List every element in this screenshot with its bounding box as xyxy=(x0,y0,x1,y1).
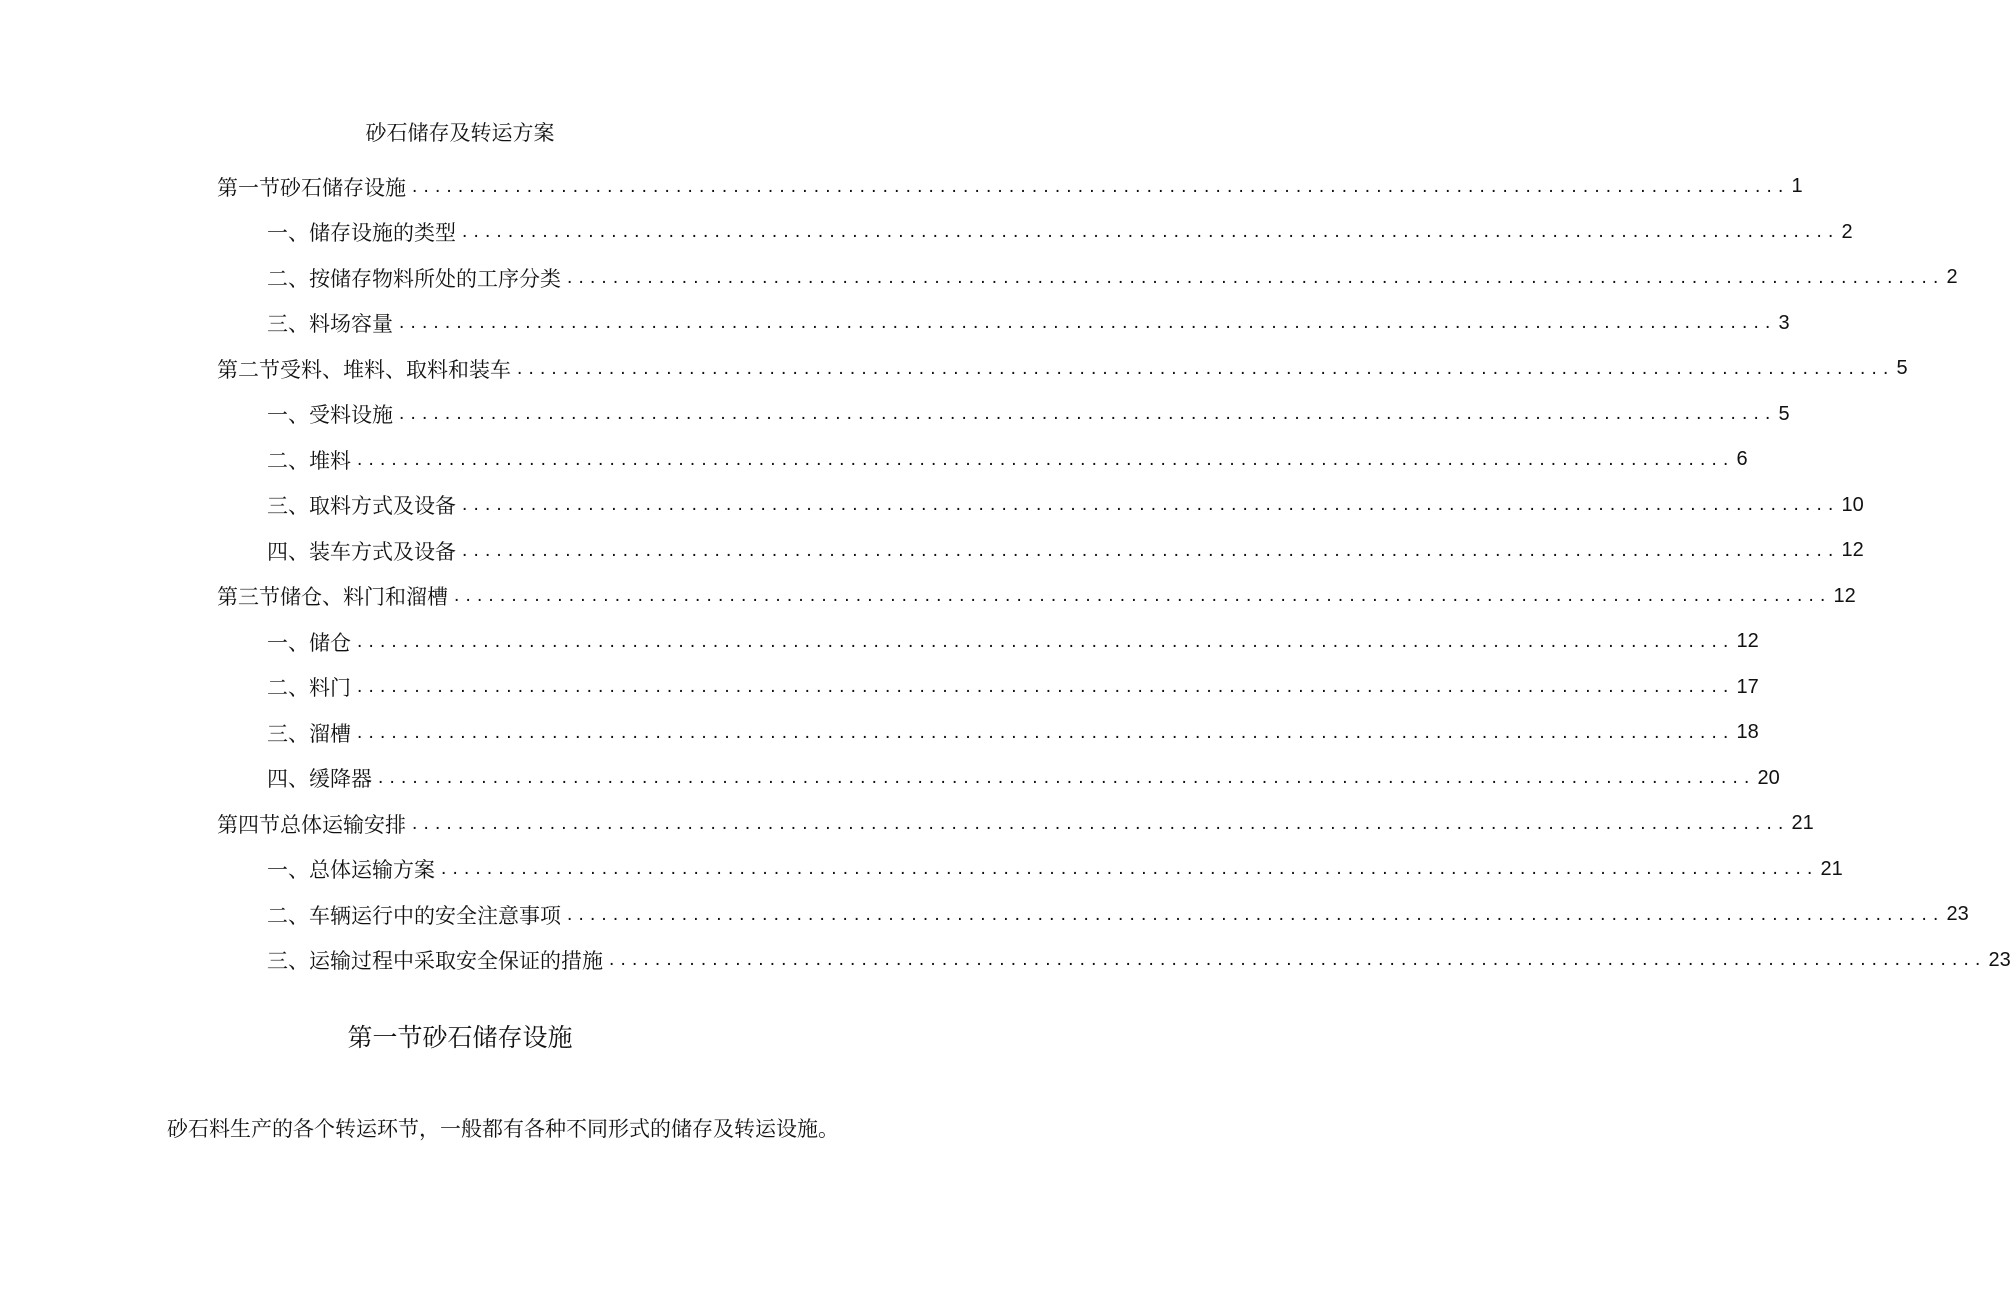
toc-dot-leader: ........................................................................................................................ xyxy=(412,175,1790,197)
toc-dot-leader: ........................................................................................................................ xyxy=(441,858,1819,880)
toc-entry-label: 一、储仓 xyxy=(267,630,351,655)
toc-dot-leader: ........................................................................................................................ xyxy=(412,812,1790,834)
section-heading: 第一节砂石储存设施 xyxy=(347,1023,573,1052)
table-of-contents xyxy=(0,164,2011,983)
toc-subsection-entry[interactable] xyxy=(0,210,1853,256)
toc-entry-label: 四、装车方式及设备 xyxy=(267,539,456,564)
toc-entry-label: 三、溜槽 xyxy=(267,721,351,746)
toc-page-number: 5 xyxy=(1778,402,1790,425)
toc-page-number: 1 xyxy=(1791,175,1803,198)
toc-page-number: 20 xyxy=(1757,766,1780,789)
toc-subsection-entry[interactable] xyxy=(0,437,1748,483)
toc-page-number: 3 xyxy=(1778,311,1790,334)
toc-subsection-entry[interactable] xyxy=(0,710,1759,756)
toc-page-number: 12 xyxy=(1736,630,1759,653)
toc-page-number: 2 xyxy=(1946,266,1958,289)
toc-dot-leader: ........................................................................................................................ xyxy=(462,539,1840,561)
toc-subsection-entry[interactable] xyxy=(0,847,1843,893)
toc-dot-leader: ........................................................................................................................ xyxy=(357,721,1735,743)
toc-dot-leader: ........................................................................................................................ xyxy=(609,949,1987,971)
toc-subsection-entry[interactable] xyxy=(0,938,2011,984)
toc-page-number: 17 xyxy=(1736,675,1759,698)
toc-dot-leader: ........................................................................................................................ xyxy=(357,676,1735,698)
toc-page-number: 2 xyxy=(1841,220,1853,243)
toc-entry-label: 二、车辆运行中的安全注意事项 xyxy=(267,903,561,928)
toc-entry-label: 第二节受料、堆料、取料和装车 xyxy=(217,357,511,382)
toc-page-number: 23 xyxy=(1988,948,2011,971)
toc-entry-label: 一、储存设施的类型 xyxy=(267,221,456,246)
toc-page-number: 12 xyxy=(1833,584,1856,607)
toc-page-number: 5 xyxy=(1896,357,1908,380)
toc-entry-label: 四、缓降器 xyxy=(267,767,372,792)
document-title: 砂石储存及转运方案 xyxy=(365,121,555,145)
toc-page-number: 12 xyxy=(1841,539,1864,562)
toc-subsection-entry[interactable] xyxy=(0,619,1759,665)
toc-subsection-entry[interactable] xyxy=(0,756,1780,802)
toc-subsection-entry[interactable] xyxy=(0,301,1790,347)
toc-entry-label: 一、受料设施 xyxy=(267,403,393,428)
toc-dot-leader: ........................................................................................................................ xyxy=(378,767,1756,789)
toc-subsection-entry[interactable] xyxy=(0,665,1759,711)
toc-dot-leader: ........................................................................................................................ xyxy=(517,357,1895,379)
toc-entry-label: 二、堆料 xyxy=(267,448,351,473)
toc-entry-label: 三、取料方式及设备 xyxy=(267,494,456,519)
toc-page-number: 18 xyxy=(1736,721,1759,744)
toc-dot-leader: ........................................................................................................................ xyxy=(357,630,1735,652)
toc-dot-leader: ........................................................................................................................ xyxy=(567,266,1945,288)
toc-dot-leader: ........................................................................................................................ xyxy=(357,448,1735,470)
toc-section-entry[interactable] xyxy=(0,801,1814,847)
toc-page-number: 10 xyxy=(1841,493,1864,516)
toc-subsection-entry[interactable] xyxy=(0,483,1864,529)
toc-entry-label: 三、运输过程中采取安全保证的措施 xyxy=(267,949,603,974)
toc-page-number: 6 xyxy=(1736,448,1748,471)
body-paragraph: 砂石料生产的各个转运环节，一般都有各种不同形式的储存及转运设施。 xyxy=(167,1117,839,1141)
toc-dot-leader: ........................................................................................................................ xyxy=(462,221,1840,243)
toc-dot-leader: ........................................................................................................................ xyxy=(399,403,1777,425)
toc-subsection-entry[interactable] xyxy=(0,392,1790,438)
toc-section-entry[interactable] xyxy=(0,164,1803,210)
toc-page-number: 23 xyxy=(1946,903,1969,926)
toc-dot-leader: ........................................................................................................................ xyxy=(399,312,1777,334)
toc-subsection-entry[interactable] xyxy=(0,892,1969,938)
toc-subsection-entry[interactable] xyxy=(0,255,1958,301)
toc-entry-label: 第三节储仓、料门和溜槽 xyxy=(217,585,448,610)
toc-page-number: 21 xyxy=(1791,812,1814,835)
toc-section-entry[interactable] xyxy=(0,346,1908,392)
toc-entry-label: 第四节总体运输安排 xyxy=(217,812,406,837)
toc-entry-label: 二、料门 xyxy=(267,676,351,701)
toc-subsection-entry[interactable] xyxy=(0,528,1864,574)
toc-entry-label: 第一节砂石储存设施 xyxy=(217,175,406,200)
toc-entry-label: 二、按储存物料所处的工序分类 xyxy=(267,266,561,291)
toc-page-number: 21 xyxy=(1820,857,1843,880)
toc-dot-leader: ........................................................................................................................ xyxy=(462,494,1840,516)
toc-dot-leader: ........................................................................................................................ xyxy=(567,903,1945,925)
toc-entry-label: 三、料场容量 xyxy=(267,312,393,337)
toc-entry-label: 一、总体运输方案 xyxy=(267,858,435,883)
toc-section-entry[interactable] xyxy=(0,574,1856,620)
toc-dot-leader: ........................................................................................................................ xyxy=(454,585,1832,607)
